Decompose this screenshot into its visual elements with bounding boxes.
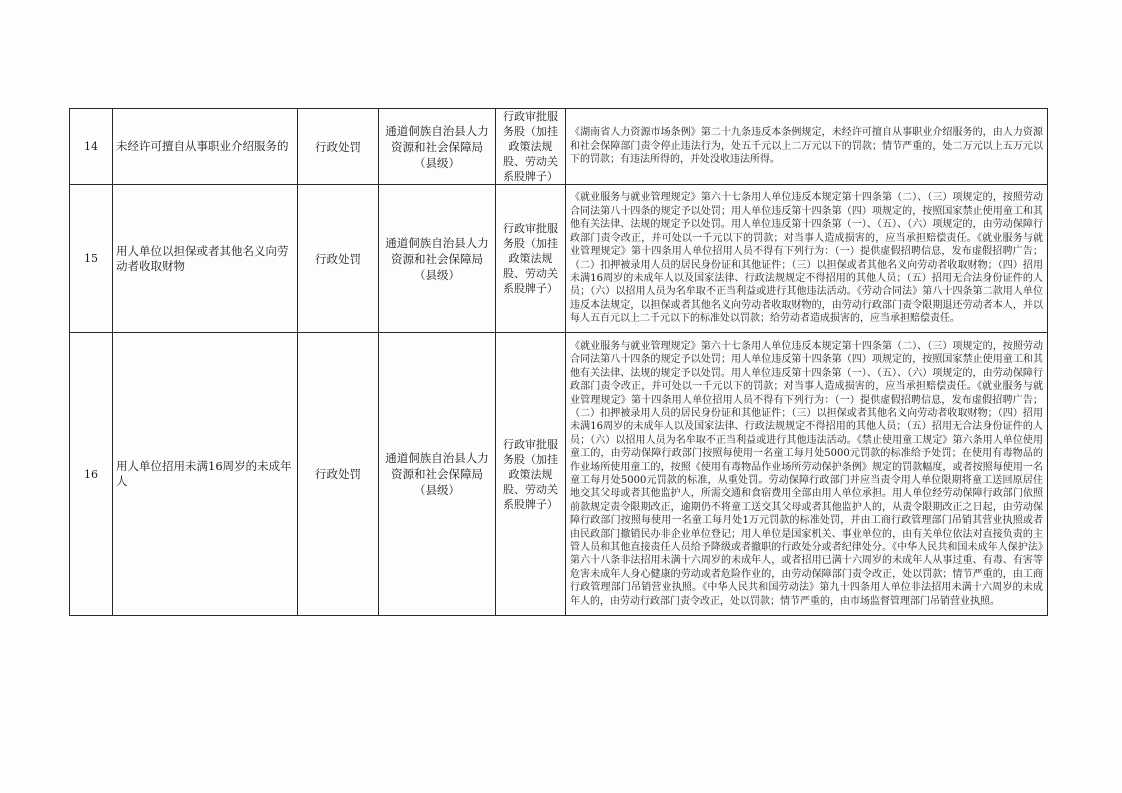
administrative-power-table [69, 108, 1048, 616]
row-number: 15 [70, 185, 113, 333]
power-type: 行政处罚 [298, 185, 379, 333]
row-number: 16 [70, 333, 113, 616]
item-name: 用人单位招用未满16周岁的未成年人 [113, 333, 298, 616]
implementing-agency: 通道侗族自治县人力资源和社会保障局（县级） [379, 333, 496, 616]
implementing-agency: 通道侗族自治县人力资源和社会保障局（县级） [379, 185, 496, 333]
table-row [70, 185, 1048, 333]
legal-basis: 《就业服务与就业管理规定》第六十七条用人单位违反本规定第十四条第（二）、（三）项规定的，按照劳动合同法第八十四条的规定予以处罚；用人单位违反第十四条第（四）项规定的，按照国家禁止使用童工和其他有关法律、法规的规定予以处罚。用人单位违反第十四条第（一）、（五）、（六）项规定的，由劳动保障行政部门责令改正，并可处以一千元以下的罚款；对当事人造成损害的，应当承担赔偿责任。《就业服务与就业管理规定》第十四条用人单位招用人员不得有下列行为：（一）提供虚假招聘信息，发布虚假招聘广告；（二）扣押被录用人员的居民身份证和其他证件；（三）以担保或者其他名义向劳动者收取财物；（四）招用未满16周岁的未成年人以及国家法律、行政法规规定不得招用的其他人员；（五）招用无合法身份证件的人员；（六）以招用人员为名牟取不正当利益或进行其他违法活动。《禁止使用童工规定》第六条用人单位使用童工的，由劳动保障行政部门按照每使用一名童工每月处5000元罚款的标准给予处罚；在使用有毒物品的作业场所使用童工的，按照《使用有毒物品作业场所劳动保护条例》规定的罚款幅度，或者按照每使用一名童工每月处5000元罚款的标准，从重处罚。劳动保障行政部门并应当责令用人单位限期将童工送回原居住地交其父母或者其他监护人，所需交通和食宿费用全部由用人单位承担。用人单位经劳动保障行政部门依照前款规定责令限期改正，逾期仍不将童工送交其父母或者其他监护人的，从责令限期改正之日起，由劳动保障行政部门按照每使用一名童工每月处1万元罚款的标准处罚，并由工商行政管理部门吊销其营业执照或者由民政部门撤销民办非企业单位登记；用人单位是国家机关、事业单位的，由有关单位依法对直接负责的主管人员和其他直接责任人员给予降级或者撤职的行政处分或者纪律处分。《中华人民共和国未成年人保护法》第六十八条非法招用未满十六周岁的未成年人，或者招用已满十六周岁的未成年人从事过重、有毒、有害等危害未成年人身心健康的劳动或者危险作业的，由劳动保障部门责令改正，处以罚款；情节严重的，由工商行政管理部门吊销营业执照。《中华人民共和国劳动法》第九十四条用人单位非法招用未满十六周岁的未成年人的，由劳动行政部门责令改正，处以罚款；情节严重的，由市场监督管理部门吊销营业执照。 [566, 333, 1048, 616]
legal-basis: 《湖南省人力资源市场条例》第二十九条违反本条例规定，未经许可擅自从事职业介绍服务的，由人力资源和社会保障部门责令停止违法行为，处五千元以上二万元以下的罚款；情节严重的，处二万元以上五万元以下的罚款；有违法所得的，并处没收违法所得。 [566, 109, 1048, 185]
responsible-department: 行政审批服务股（加挂政策法规股、劳动关系股牌子） [496, 333, 566, 616]
power-type: 行政处罚 [298, 109, 379, 185]
table-row [70, 333, 1048, 616]
legal-basis: 《就业服务与就业管理规定》第六十七条用人单位违反本规定第十四条第（二）、（三）项规定的，按照劳动合同法第八十四条的规定予以处罚；用人单位违反第十四条第（四）项规定的，按照国家禁止使用童工和其他有关法律、法规的规定予以处罚。用人单位违反第十四条第（一）、（五）、（六）项规定的，由劳动保障行政部门责令改正，并可处以一千元以下的罚款；对当事人造成损害的，应当承担赔偿责任。《就业服务与就业管理规定》第十四条用人单位招用人员不得有下列行为：（一）提供虚假招聘信息，发布虚假招聘广告；（二）扣押被录用人员的居民身份证和其他证件；（三）以担保或者其他名义向劳动者收取财物；（四）招用未满16周岁的未成年人以及国家法律、行政法规规定不得招用的其他人员；（五）招用无合法身份证件的人员；（六）以招用人员为名牟取不正当利益或进行其他违法活动。《劳动合同法》第八十四条第二款用人单位违反本法规定，以担保或者其他名义向劳动者收取财物的，由劳动行政部门责令限期退还劳动者本人，并以每人五百元以上二千元以下的标准处以罚款；给劳动者造成损害的，应当承担赔偿责任。 [566, 185, 1048, 333]
table-row [70, 109, 1048, 185]
item-name: 未经许可擅自从事职业介绍服务的 [113, 109, 298, 185]
item-name: 用人单位以担保或者其他名义向劳动者收取财物 [113, 185, 298, 333]
power-type: 行政处罚 [298, 333, 379, 616]
row-number: 14 [70, 109, 113, 185]
implementing-agency: 通道侗族自治县人力资源和社会保障局（县级） [379, 109, 496, 185]
responsible-department: 行政审批服务股（加挂政策法规股、劳动关系股牌子） [496, 185, 566, 333]
responsible-department: 行政审批服务股（加挂政策法规股、劳动关系股牌子） [496, 109, 566, 185]
